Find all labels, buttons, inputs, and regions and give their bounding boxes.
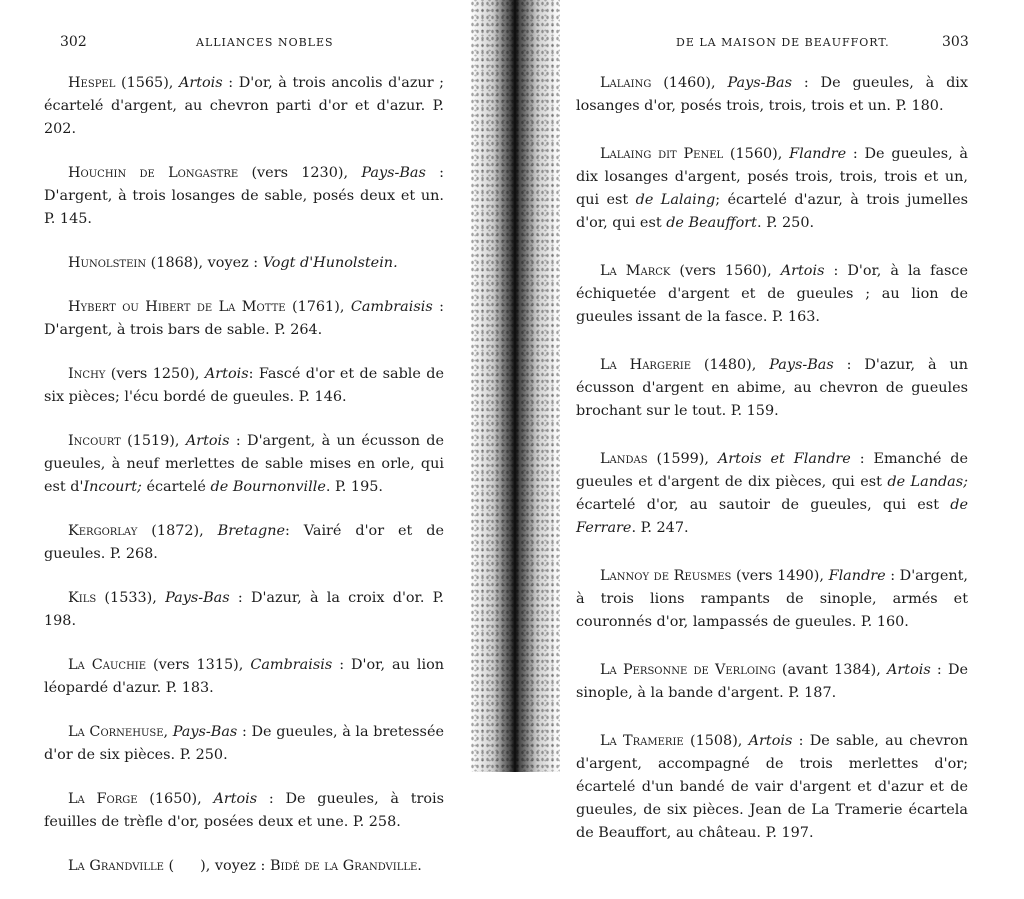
entry-lalaing-penel: Lalaing dit Penel (1560), Flandre : De gueules, à dix losanges d'argent, posés trois, trois, trois et un, qui est de Lalaing; écartelé d'azur, à trois jumelles d'or, qui est de Beauffort. P. 250.	[576, 146, 969, 231]
entry-la-tramerie: La Tramerie (1508), Artois : De sable, au chevron d'argent, accompagné de trois merlettes d'or; écartelé d'un bandé de vair d'argent et d'azur et de gueules, de six pièces. Jean de La Tramerie écartela de Beauffort, au château. P. 197.	[576, 733, 969, 841]
entry-hespel: Hespel (1565), Artois : D'or, à trois ancolis d'azur ; écartelé d'argent, au chevron parti d'or et d'azur. P. 202.	[44, 75, 445, 137]
entry-la-personne: La Personne de Verloing (avant 1384), Artois : De sinople, à la bande d'argent. P. 187.	[576, 662, 968, 701]
entry-lannoy-reusmes: Lannoy de Reusmes (vers 1490), Flandre : D'argent, à trois lions rampants de sinople, armés et couronnés d'or, lampassés de gueules. P. 160.	[576, 568, 968, 630]
entry-houchin: Houchin de Longastre (vers 1230), Pays-Bas : D'argent, à trois losanges de sable, posés deux et un. P. 145.	[44, 165, 444, 227]
entry-la-marck: La Marck (vers 1560), Artois : D'or, à la fasce échiquetée d'argent et de gueules ; au lion de gueules issant de la fasce. P. 163.	[576, 263, 968, 325]
entry-kergorlay: Kergorlay (1872), Bretagne: Vairé d'or et de gueules. P. 268.	[44, 523, 444, 562]
entry-hybert: Hybert ou Hibert de La Motte (1761), Cambraisis : D'argent, à trois bars de sable. P. 264.	[44, 299, 444, 338]
running-head: ALLIANCES NOBLES	[196, 36, 334, 49]
entry-la-forge: La Forge (1650), Artois : De gueules, à trois feuilles de trèfle d'or, posées deux et une. P. 258.	[44, 791, 445, 830]
entry-list	[44, 72, 444, 899]
entry-lalaing: Lalaing (1460), Pays-Bas : De gueules, à dix losanges d'or, posés trois, trois, trois et un. P. 180.	[576, 75, 968, 114]
entry-la-hargerie: La Hargerie (1480), Pays-Bas : D'azur, à un écusson d'argent en abime, au chevron de gueules brochant sur le tout. P. 159.	[576, 357, 968, 419]
page-number: 303	[942, 34, 969, 50]
entry-la-cornehuse: La Cornehuse, Pays-Bas : De gueules, à la bretessée d'or de six pièces. P. 250.	[44, 724, 444, 763]
entry-inchy: Inchy (vers 1250), Artois: Fascé d'or et de sable de six pièces; l'écu bordé de gueules. P. 146.	[44, 366, 445, 405]
entry-kils: Kils (1533), Pays-Bas : D'azur, à la croix d'or. P. 198.	[44, 590, 444, 629]
entry-hunolstein: Hunolstein (1868), voyez : Vogt d'Hunolstein.	[68, 255, 398, 271]
entry-incourt: Incourt (1519), Artois : D'argent, à un écusson de gueules, à neuf merlettes de sable mises en orle, qui est d'Incourt; écartelé de Bournonville. P. 195.	[44, 433, 445, 495]
entry-list	[576, 72, 968, 870]
right-page	[540, 0, 1024, 841]
entry-landas: Landas (1599), Artois et Flandre : Emanché de gueules et d'argent de dix pièces, qui est de Landas; écartelé d'or, au sautoir de gueules, qui est de Ferrare. P. 247.	[576, 451, 968, 536]
left-page	[0, 0, 480, 874]
entry-la-cauchie: La Cauchie (vers 1315), Cambraisis : D'or, au lion léopardé d'azur. P. 183.	[44, 657, 444, 696]
page-number: 302	[60, 34, 87, 50]
entry-la-grandville: La Grandville ( ), voyez : Bidé de la Grandville.	[68, 858, 422, 874]
running-head: DE LA MAISON DE BEAUFFORT.	[676, 36, 890, 49]
